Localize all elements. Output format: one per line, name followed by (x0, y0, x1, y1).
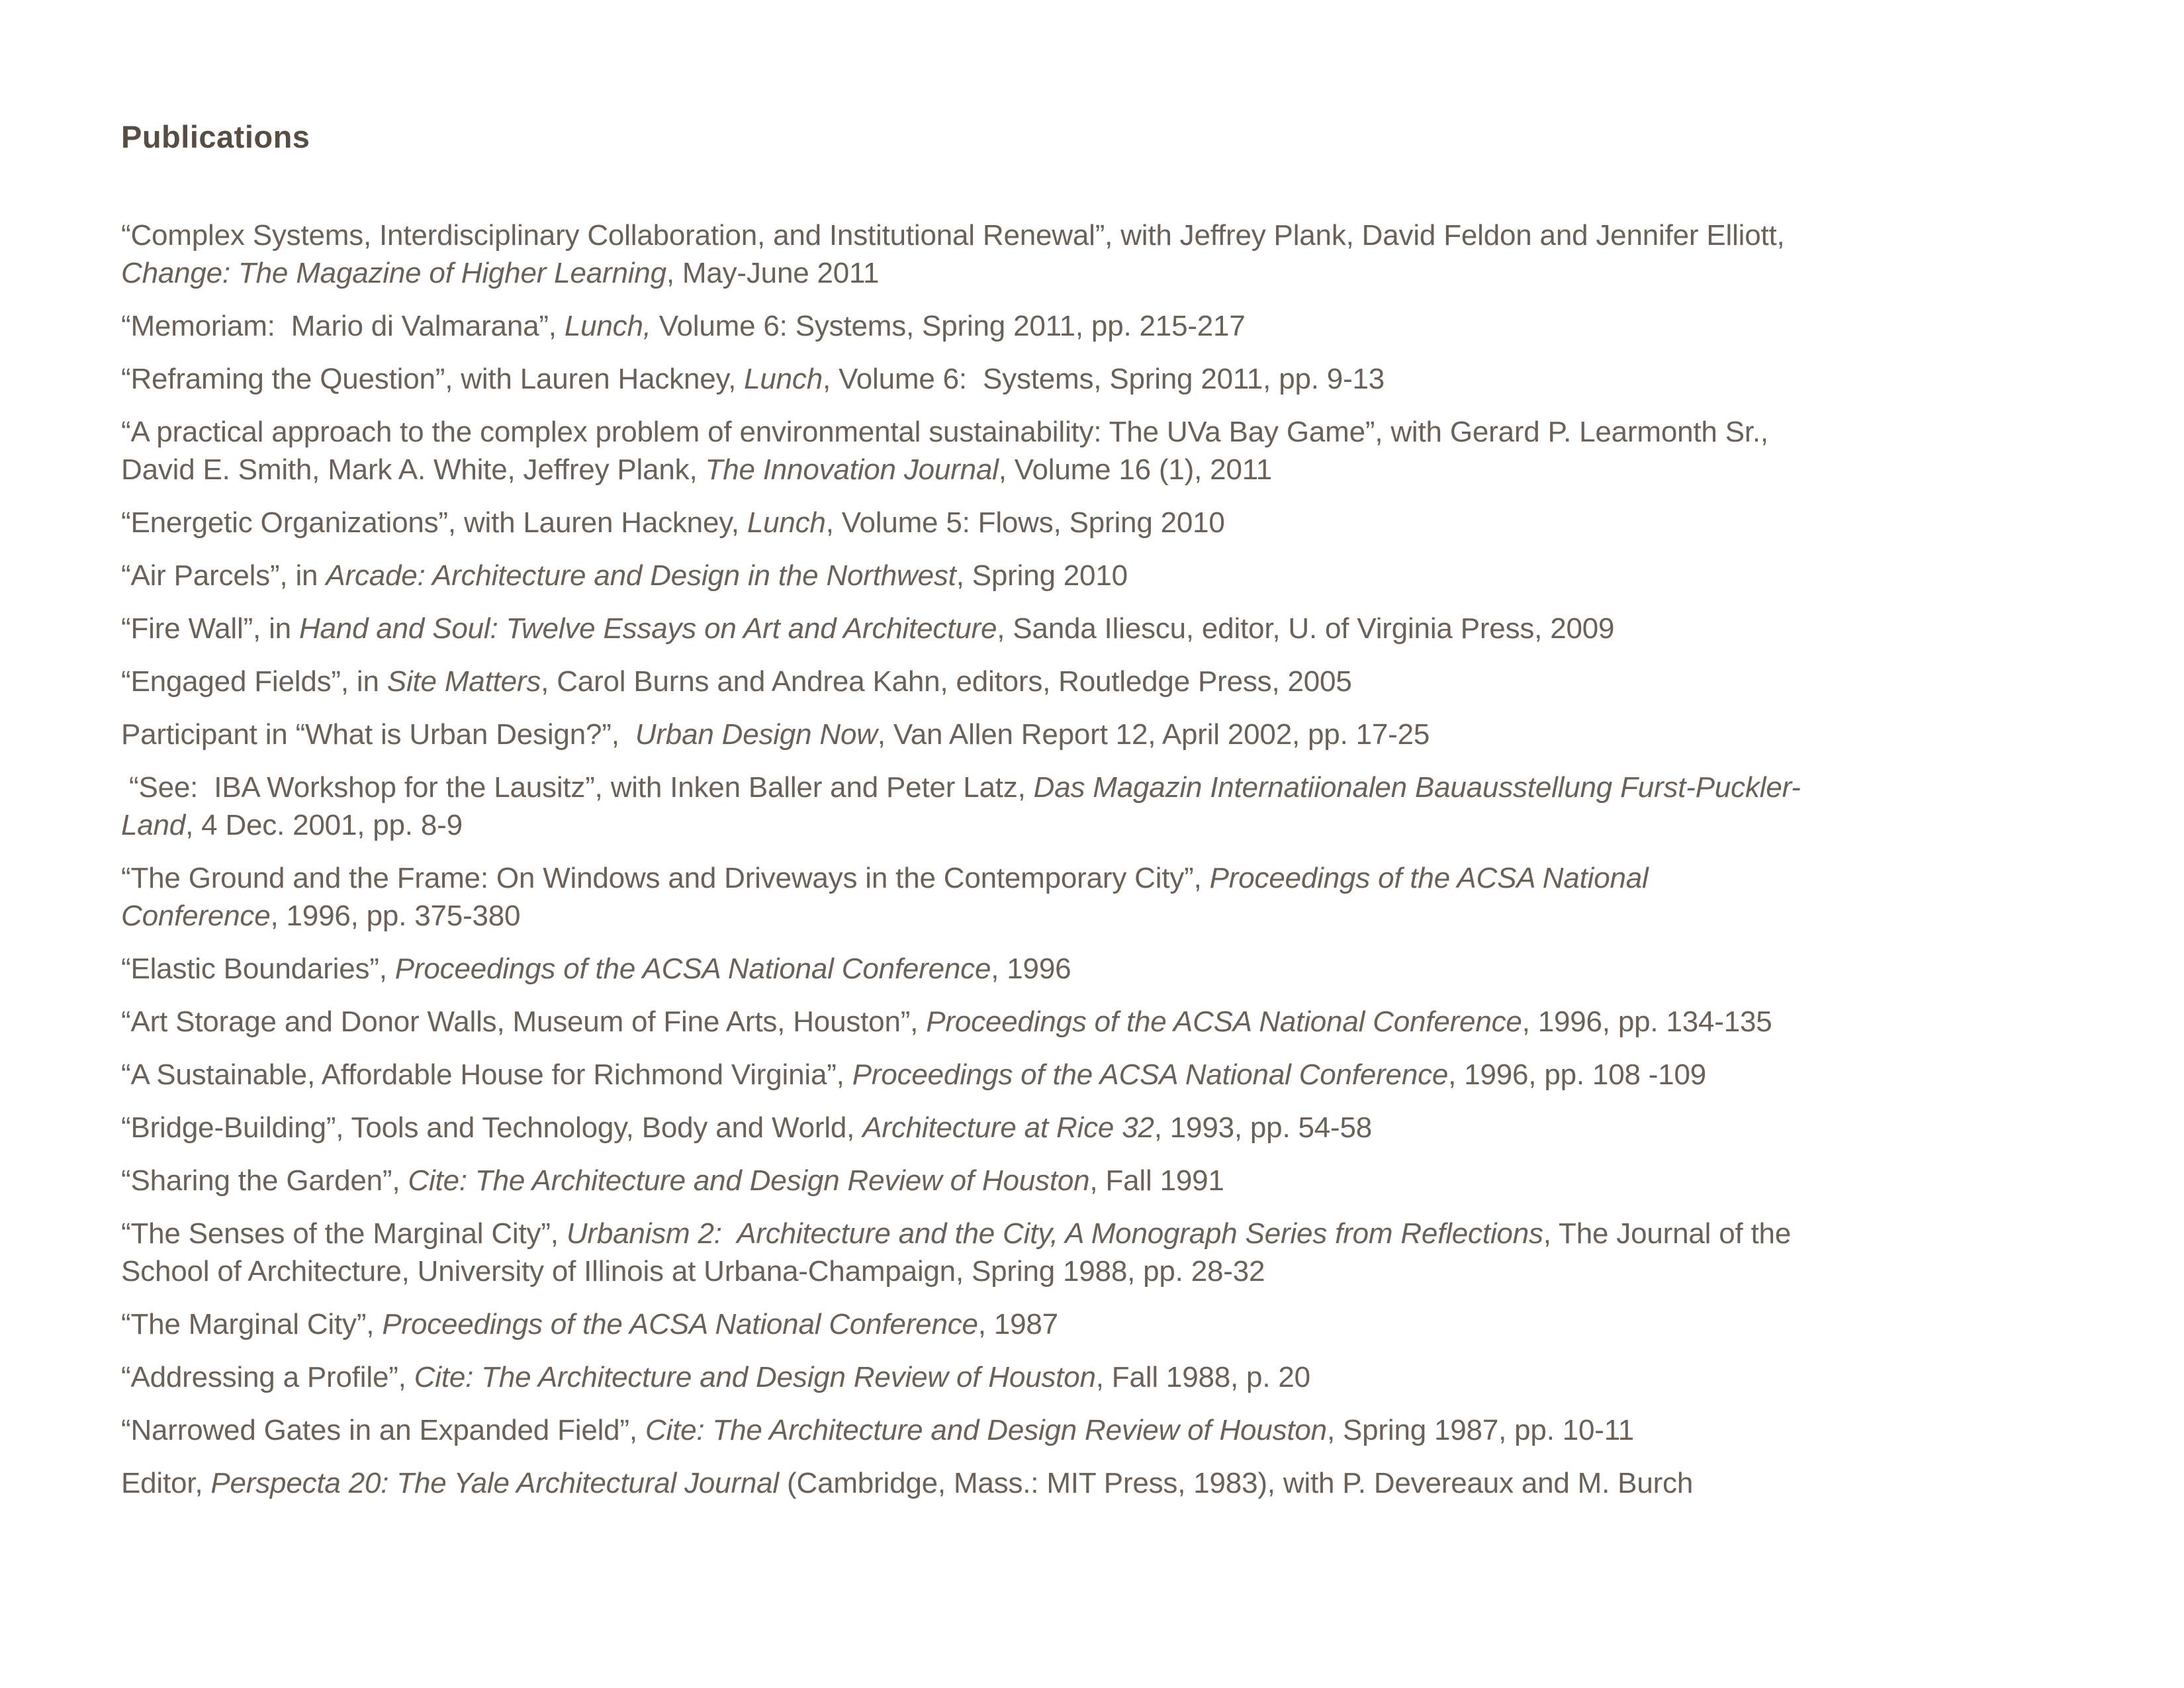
publication-entry (121, 216, 2078, 292)
publication-entry (121, 413, 2078, 489)
publication-title-italic: Cite: The Architecture and Design Review of Houston (645, 1414, 1327, 1446)
publication-text: “Narrowed Gates in an Expanded Field”, (121, 1414, 645, 1446)
publication-text: , 1996, pp. 134-135 (1522, 1006, 1772, 1038)
publication-text: , 4 Dec. 2001, pp. 8-9 (185, 809, 463, 841)
publication-title-italic: Das Magazin Internatiionalen Bauausstellung Furst-Puckler- (1033, 771, 1801, 804)
publication-text: , 1996, pp. 108 -109 (1448, 1058, 1707, 1091)
publication-title-italic: Proceedings of the ACSA National Conference (926, 1006, 1522, 1038)
publication-text: “Reframing the Question”, with Lauren Hackney, (121, 363, 745, 395)
publication-entry (121, 557, 2078, 594)
publication-entry (121, 716, 2078, 753)
publication-title-italic: Lunch (747, 506, 826, 539)
publication-entry (121, 504, 2078, 541)
publication-entry (121, 1305, 2078, 1343)
publication-text: , Volume 5: Flows, Spring 2010 (825, 506, 1225, 539)
publication-title-italic: Hand and Soul: Twelve Essays on Art and Architecture (298, 612, 997, 645)
publication-text: “Memoriam: Mario di Valmarana”, (121, 310, 565, 342)
publication-text: “Art Storage and Donor Walls, Museum of Fine Arts, Houston”, (121, 1006, 927, 1038)
publication-text: “Elastic Boundaries”, (121, 953, 395, 985)
publication-text: “Fire Wall”, in (121, 612, 299, 645)
publication-entry (121, 1411, 2078, 1449)
publication-text: “Addressing a Profile”, (121, 1361, 414, 1393)
publication-entry (121, 1109, 2078, 1147)
publication-title-italic: Proceedings of the ACSA National Conference (852, 1058, 1449, 1091)
publication-title-italic: Cite: The Architecture and Design Review of Houston (408, 1164, 1090, 1197)
publication-title-italic: Change: The Magazine of Higher Learning (121, 257, 666, 289)
publication-text: , Volume 16 (1), 2011 (998, 453, 1272, 486)
publication-text: “See: IBA Workshop for the Lausitz”, with Inken Baller and Peter Latz, (121, 771, 1034, 804)
publication-text: “Air Parcels”, in (121, 559, 326, 592)
publication-text: , Spring 1987, pp. 10-11 (1326, 1414, 1635, 1446)
publication-entry (121, 769, 2078, 844)
publication-entry (121, 1056, 2078, 1094)
publication-text: , Fall 1991 (1089, 1164, 1224, 1197)
publication-entry (121, 1464, 2078, 1502)
publication-text: (Cambridge, Mass.: MIT Press, 1983), with P. Devereaux and M. Burch (779, 1467, 1694, 1499)
publication-text: “A Sustainable, Affordable House for Richmond Virginia”, (121, 1058, 852, 1091)
publication-text: “Engaged Fields”, in (121, 665, 387, 698)
publication-entry (121, 950, 2078, 988)
publication-text: “A practical approach to the complex problem of environmental sustainability: The UVa Bay Game”, with Gerard P. Learmonth Sr., (121, 416, 1768, 448)
publication-title-italic: Perspecta 20: The Yale Architectural Journal (210, 1467, 780, 1499)
publication-text: , May-June 2011 (666, 257, 880, 289)
publication-title-italic: Urban Design Now (635, 718, 878, 751)
publication-text: , The Journal of the (1543, 1217, 1792, 1250)
publication-entry (121, 1003, 2078, 1041)
publication-title-italic: Lunch, (564, 310, 651, 342)
publication-entry (121, 1162, 2078, 1199)
publication-title-italic: Land (121, 809, 186, 841)
publication-text: “Complex Systems, Interdisciplinary Collaboration, and Institutional Renewal”, with Jeffrey Plank, David Feldon and Jennifer Elliott, (121, 219, 1785, 252)
publication-text: Editor, (121, 1467, 211, 1499)
publication-text: School of Architecture, University of Illinois at Urbana-Champaign, Spring 1988, pp. 28-32 (121, 1255, 1265, 1288)
page-title: Publications (121, 119, 310, 154)
publication-text: , 1996 (991, 953, 1071, 985)
publication-title-italic: Urbanism 2: Architecture and the City, A Monograph Series from Reflections (566, 1217, 1543, 1250)
publication-title-italic: Proceedings of the ACSA National (1209, 862, 1649, 894)
publication-text: , Fall 1988, p. 20 (1095, 1361, 1310, 1393)
publication-entry (121, 859, 2078, 935)
publication-entry (121, 663, 2078, 700)
publications-list (121, 216, 2078, 1502)
publication-text: “The Senses of the Marginal City”, (121, 1217, 567, 1250)
publication-title-italic: Conference (121, 900, 271, 932)
publication-title-italic: Architecture at Rice 32 (862, 1111, 1154, 1144)
publication-entry (121, 307, 2078, 345)
publication-text: “The Marginal City”, (121, 1308, 383, 1340)
publication-title-italic: Proceedings of the ACSA National Conference (382, 1308, 978, 1340)
publication-text: , Volume 6: Systems, Spring 2011, pp. 9-13 (823, 363, 1385, 395)
publication-entry (121, 1215, 2078, 1290)
publication-text: , 1996, pp. 375-380 (270, 900, 521, 932)
publication-text: David E. Smith, Mark A. White, Jeffrey Plank, (121, 453, 705, 486)
publication-text: , Sanda Iliescu, editor, U. of Virginia Press, 2009 (997, 612, 1615, 645)
publication-title-italic: Cite: The Architecture and Design Review of Houston (414, 1361, 1096, 1393)
publication-title-italic: Arcade: Architecture and Design in the Northwest (326, 559, 956, 592)
publication-text: , 1987 (978, 1308, 1058, 1340)
publication-title-italic: Proceedings of the ACSA National Conference (394, 953, 991, 985)
publication-text: , Carol Burns and Andrea Kahn, editors, Routledge Press, 2005 (541, 665, 1352, 698)
publication-text: , Van Allen Report 12, April 2002, pp. 17-25 (877, 718, 1430, 751)
publication-text: “Bridge-Building”, Tools and Technology, Body and World, (121, 1111, 863, 1144)
publication-text: Volume 6: Systems, Spring 2011, pp. 215-217 (651, 310, 1246, 342)
publication-entry (121, 610, 2078, 647)
publication-text: , 1993, pp. 54-58 (1154, 1111, 1373, 1144)
publication-entry (121, 360, 2078, 398)
publication-text: , Spring 2010 (956, 559, 1128, 592)
publication-text: “Energetic Organizations”, with Lauren Hackney, (121, 506, 747, 539)
publication-text: Participant in “What is Urban Design?”, (121, 718, 635, 751)
publication-text: “The Ground and the Frame: On Windows and Driveways in the Contemporary City”, (121, 862, 1210, 894)
publication-title-italic: Lunch (744, 363, 823, 395)
publication-title-italic: The Innovation Journal (705, 453, 999, 486)
publication-text: “Sharing the Garden”, (121, 1164, 408, 1197)
publication-entry (121, 1358, 2078, 1396)
publication-title-italic: Site Matters (387, 665, 541, 698)
